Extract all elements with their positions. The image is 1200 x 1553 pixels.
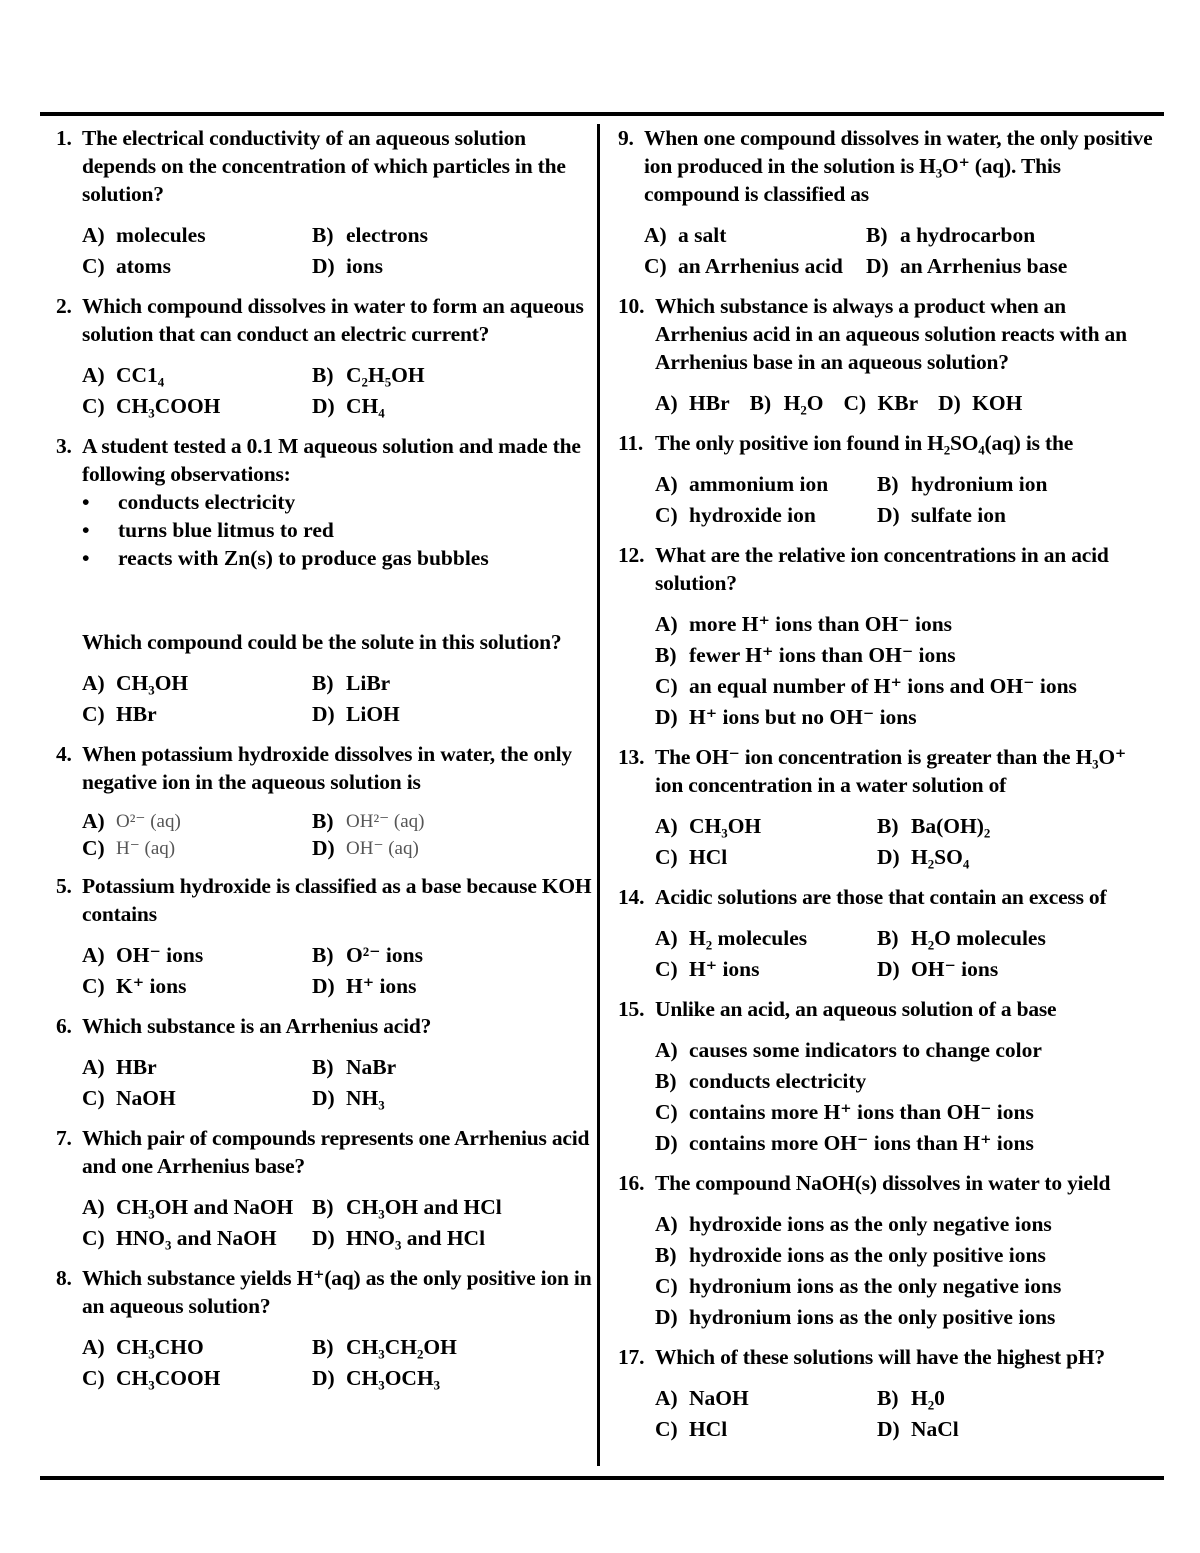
question-9 [618, 124, 1158, 282]
question-number: 6. [56, 1014, 72, 1038]
question-15 [618, 995, 1158, 1159]
choice-c[interactable]: C) H⁻ (aq) [82, 836, 176, 860]
question-number: 15. [618, 997, 645, 1021]
choice-b[interactable]: B) LiBr [312, 671, 391, 695]
question-number: 5. [56, 874, 72, 898]
choice-c[interactable]: C) NaOH [82, 1086, 176, 1110]
choice-b[interactable]: B) electrons [312, 223, 428, 247]
choice-d[interactable]: D) NaCl [877, 1417, 959, 1441]
choice-a[interactable]: A) OH⁻ ions [82, 943, 204, 967]
choice-b[interactable]: B) conducts electricity [655, 1069, 867, 1093]
choice-a[interactable]: A) HBr [82, 1055, 157, 1079]
choice-b[interactable]: B) H₂O molecules [877, 926, 1046, 950]
choice-a[interactable]: A) causes some indicators to change color [655, 1038, 1042, 1062]
question-number: 16. [618, 1171, 645, 1195]
question-stem: Unlike an acid, an aqueous solution of a base [655, 997, 1057, 1021]
choice-b[interactable]: B) hydroxide ions as the only positive ions [655, 1243, 1046, 1267]
list-item: • reacts with Zn(s) to produce gas bubbles [82, 546, 489, 570]
choice-d[interactable]: D) CH₄ [312, 394, 385, 418]
choice-c[interactable]: C) hydroxide ion [655, 503, 816, 527]
choice-a[interactable]: A) CC1₄ [82, 363, 165, 387]
choice-b[interactable]: B) H₂O [749, 391, 824, 415]
list-item: • turns blue litmus to red [82, 518, 334, 542]
question-2 [56, 292, 596, 422]
choice-d[interactable]: D) OH⁻ ions [877, 957, 999, 981]
choice-b[interactable]: B) CH₃OH and HCl [312, 1195, 502, 1219]
question-number: 14. [618, 885, 645, 909]
choice-b[interactable]: B) hydronium ion [877, 472, 1048, 496]
choice-c[interactable]: C) K⁺ ions [82, 974, 187, 998]
question-7 [56, 1124, 596, 1254]
left-column [56, 124, 596, 1404]
question-number: 17. [618, 1345, 645, 1369]
question-stem: The only positive ion found in H₂SO₄(aq) is the [655, 431, 1074, 455]
choice-d[interactable]: D) H₂SO₄ [877, 845, 970, 869]
choice-a[interactable]: A) ammonium ion [655, 472, 829, 496]
choice-d[interactable]: D) sulfate ion [877, 503, 1006, 527]
choice-c[interactable]: C) HBr [82, 702, 157, 726]
question-12 [618, 541, 1158, 733]
choice-c[interactable]: C) KBr [843, 391, 919, 415]
question-stem: When one compound dissolves in water, the only positive ion produced in the solution is H₃O⁺ (aq). This compound is classified as [644, 126, 1153, 206]
question-number: 12. [618, 543, 645, 567]
choice-c[interactable]: C) contains more H⁺ ions than OH⁻ ions [655, 1100, 1034, 1124]
choice-a[interactable]: A) more H⁺ ions than OH⁻ ions [655, 612, 953, 636]
question-5 [56, 872, 596, 1002]
question-stem: When potassium hydroxide dissolves in water, the only negative ion in the aqueous solution is [82, 742, 572, 794]
choice-b[interactable]: B) CH₃CH₂OH [312, 1335, 457, 1359]
question-stem: Potassium hydroxide is classified as a base because KOH contains [82, 874, 592, 926]
question-13 [618, 743, 1158, 873]
choice-a[interactable]: A) hydroxide ions as the only negative ions [655, 1212, 1052, 1236]
list-item: • conducts electricity [82, 490, 296, 514]
right-column [618, 124, 1158, 1455]
question-number: 10. [618, 294, 645, 318]
choice-a[interactable]: A) CH₃CHO [82, 1335, 204, 1359]
question-number: 8. [56, 1266, 72, 1290]
question-stem: Which pair of compounds represents one Arrhenius acid and one Arrhenius base? [82, 1126, 590, 1178]
choice-c[interactable]: C) hydronium ions as the only negative ions [655, 1274, 1062, 1298]
choice-a[interactable]: A) O²⁻ (aq) [82, 809, 181, 833]
choice-c[interactable]: C) CH₃COOH [82, 394, 221, 418]
question-number: 13. [618, 745, 645, 769]
question-number: 3. [56, 434, 72, 458]
choice-a[interactable]: A) CH₃OH [655, 814, 762, 838]
choice-b[interactable]: B) H₂0 [877, 1386, 945, 1410]
choice-c[interactable]: C) an Arrhenius acid [644, 254, 843, 278]
column-divider [597, 124, 600, 1466]
question-number: 9. [618, 126, 634, 150]
question-4 [56, 740, 596, 862]
question-stem: Which compound dissolves in water to form an aqueous solution that can conduct an electric current? [82, 294, 584, 346]
choice-b[interactable]: B) OH²⁻ (aq) [312, 809, 425, 833]
choice-b[interactable]: B) Ba(OH)₂ [877, 814, 991, 838]
question-14 [618, 883, 1158, 985]
choice-c[interactable]: C) atoms [82, 254, 171, 278]
choice-b[interactable]: B) fewer H⁺ ions than OH⁻ ions [655, 643, 956, 667]
choice-a[interactable]: A) a salt [644, 223, 727, 247]
choice-d[interactable]: D) LiOH [312, 702, 400, 726]
choice-d[interactable]: D) ions [312, 254, 384, 278]
question-number: 11. [618, 431, 644, 455]
choice-d[interactable]: D) hydronium ions as the only positive ions [655, 1305, 1056, 1329]
question-number: 4. [56, 742, 72, 766]
question-stem: The OH⁻ ion concentration is greater than the H₃O⁺ ion concentration in a water solution of [655, 745, 1127, 797]
choice-a[interactable]: A) CH₃OH [82, 671, 189, 695]
question-stem: Which substance is always a product when an Arrhenius acid in an aqueous solution reacts with an Arrhenius base in an aqueous solution? [655, 294, 1127, 374]
choice-d[interactable]: D) H⁺ ions [312, 974, 417, 998]
top-rule [40, 112, 1164, 116]
question-1 [56, 124, 596, 282]
question-stem: The compound NaOH(s) dissolves in water to yield [655, 1171, 1111, 1195]
choice-c[interactable]: C) H⁺ ions [655, 957, 760, 981]
choice-a[interactable]: A) HBr [655, 391, 730, 415]
question-stem: Which substance yields H⁺(aq) as the only positive ion in an aqueous solution? [82, 1266, 592, 1318]
question-stem: The electrical conductivity of an aqueous solution depends on the concentration of which particles in the solution? [82, 126, 566, 206]
choice-a[interactable]: A) molecules [82, 223, 206, 247]
choice-b[interactable]: B) NaBr [312, 1055, 397, 1079]
question-followup: Which compound could be the solute in this solution? [82, 630, 562, 654]
choice-d[interactable]: D) KOH [938, 391, 1023, 415]
choice-d[interactable]: D) H⁺ ions but no OH⁻ ions [655, 705, 917, 729]
question-11 [618, 429, 1158, 531]
question-stem: A student tested a 0.1 M aqueous solution and made the following observations: [82, 434, 581, 486]
choice-d[interactable]: D) an Arrhenius base [866, 254, 1068, 278]
choice-d[interactable]: D) CH₃OCH₃ [312, 1366, 441, 1390]
choice-c[interactable]: C) HCl [655, 845, 728, 869]
question-16 [618, 1169, 1158, 1333]
choice-d[interactable]: D) OH⁻ (aq) [312, 836, 419, 860]
question-stem: Which substance is an Arrhenius acid? [82, 1014, 432, 1038]
choice-d[interactable]: D) HNO₃ and HCl [312, 1226, 486, 1250]
question-stem: Which of these solutions will have the highest pH? [655, 1345, 1105, 1369]
observation-list [56, 488, 596, 572]
question-3 [56, 432, 596, 730]
choice-d[interactable]: D) NH₃ [312, 1086, 385, 1110]
question-stem: What are the relative ion concentrations in an acid solution? [655, 543, 1109, 595]
choice-b[interactable]: B) C₂H₅OH [312, 363, 425, 387]
question-number: 7. [56, 1126, 72, 1150]
choice-c[interactable]: C) an equal number of H⁺ ions and OH⁻ ions [655, 674, 1077, 698]
choice-a[interactable]: A) CH₃OH and NaOH [82, 1195, 294, 1219]
choice-c[interactable]: C) HNO₃ and NaOH [82, 1226, 277, 1250]
question-8 [56, 1264, 596, 1394]
question-stem: Acidic solutions are those that contain an excess of [655, 885, 1107, 909]
question-number: 1. [56, 126, 72, 150]
choice-b[interactable]: B) O²⁻ ions [312, 943, 423, 967]
bottom-rule [40, 1476, 1164, 1480]
question-17 [618, 1343, 1158, 1445]
question-6 [56, 1012, 596, 1114]
choice-c[interactable]: C) CH₃COOH [82, 1366, 221, 1390]
question-number: 2. [56, 294, 72, 318]
choice-c[interactable]: C) HCl [655, 1417, 728, 1441]
choice-b[interactable]: B) a hydrocarbon [866, 223, 1036, 247]
choice-a[interactable]: A) H₂ molecules [655, 926, 808, 950]
choice-d[interactable]: D) contains more OH⁻ ions than H⁺ ions [655, 1131, 1034, 1155]
question-10 [618, 292, 1158, 419]
choice-a[interactable]: A) NaOH [655, 1386, 749, 1410]
